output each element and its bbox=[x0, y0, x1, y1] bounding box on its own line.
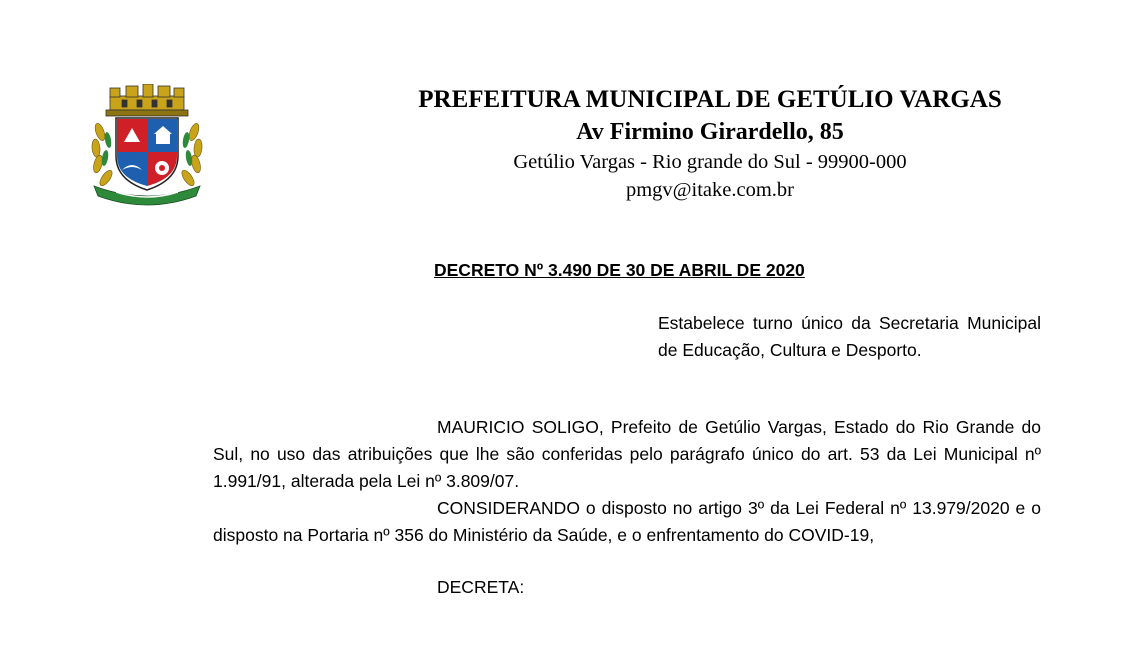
municipality-address: Av Firmino Girardello, 85 bbox=[576, 119, 844, 145]
decree-body bbox=[213, 414, 1041, 549]
decree-title: DECRETO Nº 3.490 DE 30 DE ABRIL DE 2020 bbox=[434, 260, 805, 280]
municipal-coat-of-arms-icon bbox=[86, 84, 208, 206]
decreta-label: DECRETA: bbox=[437, 577, 525, 597]
decree-ementa: Estabelece turno único da Secretaria Municipal de Educação, Cultura e Desporto. bbox=[658, 313, 1041, 360]
letterhead bbox=[330, 84, 1090, 204]
municipality-city: Getúlio Vargas - Rio grande do Sul - 99900-000 bbox=[513, 151, 907, 173]
municipality-title: PREFEITURA MUNICIPAL DE GETÚLIO VARGAS bbox=[418, 86, 1002, 113]
municipality-email: pmgv@itake.com.br bbox=[625, 179, 795, 201]
paragraph-preamble: MAURICIO SOLIGO, Prefeito de Getúlio Vargas, Estado do Rio Grande do Sul, no uso das atribuições que lhe são conferidas pelo parágrafo único do art. 53 da Lei Municipal nº 1.991/91, alterada pela Lei nº 3.809/07. bbox=[213, 417, 1041, 491]
paragraph-considerando: CONSIDERANDO o disposto no artigo 3º da Lei Federal nº 13.979/2020 e o disposto na Portaria nº 356 do Ministério da Saúde, e o enfrentamento do COVID-19, bbox=[213, 498, 1041, 545]
